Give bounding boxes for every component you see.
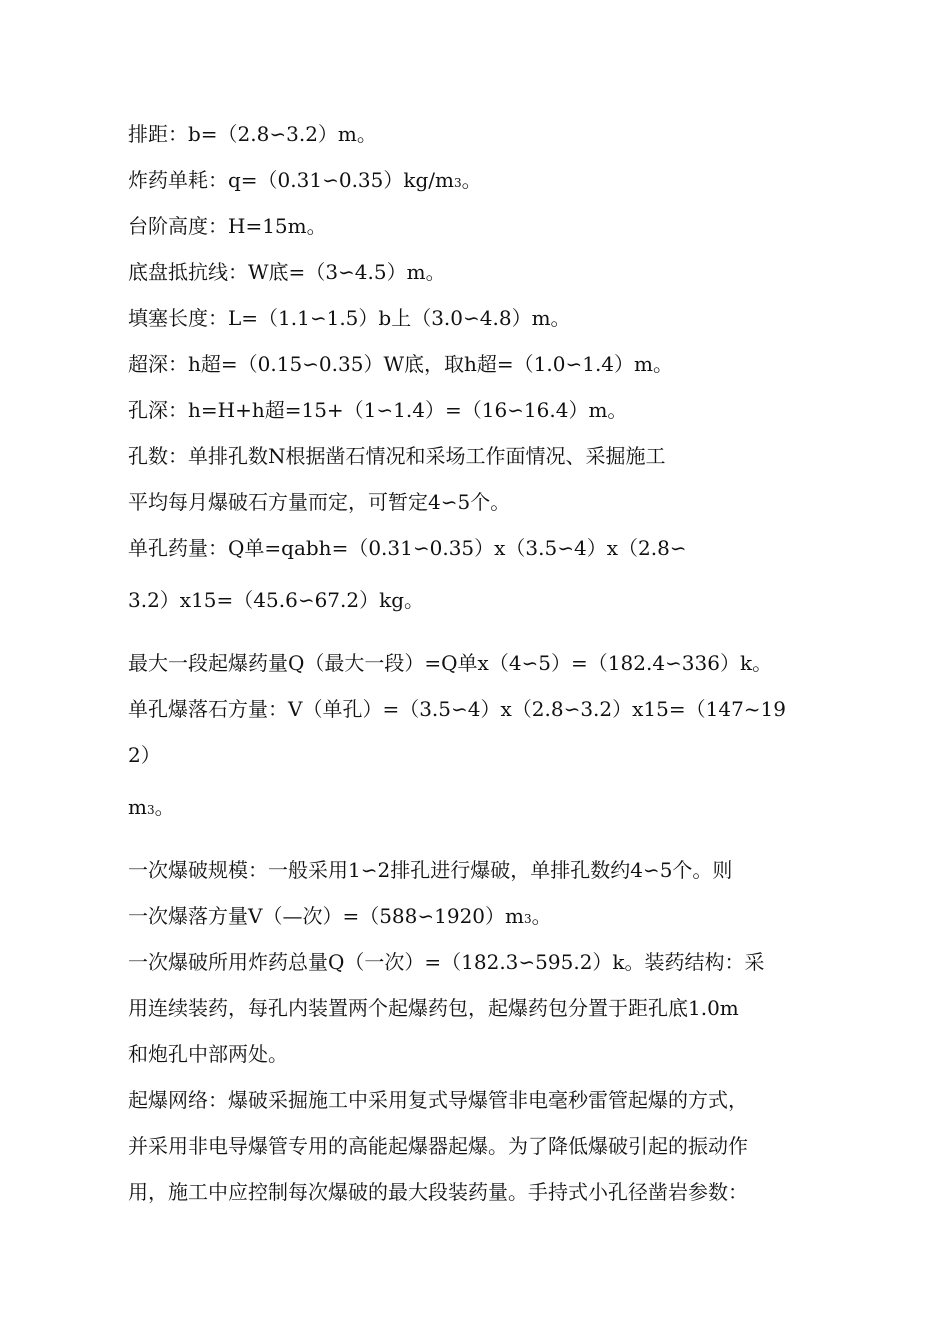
text-line: 排距：b=（2.8∽3.2）m。	[128, 122, 377, 146]
text-line: 和炮孔中部两处。	[128, 1042, 288, 1066]
text-line: 3.2）x15=（45.6∽67.2）kg。	[128, 588, 425, 612]
text-line: 孔深：h=H+h超=15+（1∽1.4）=（16∽16.4）m。	[128, 398, 628, 422]
text-line: 2）	[128, 743, 161, 767]
text-line: 孔数：单排孔数N根据凿石情况和采场工作面情况、采掘施工	[128, 444, 666, 468]
text-line: 单孔爆落石方量：V（单孔）=（3.5∽4）x（2.8∽3.2）x15=（147~19	[128, 697, 787, 721]
text-line: 最大一段起爆药量Q（最大一段）=Q单x（4∽5）=（182.4∽336）k。	[128, 651, 773, 675]
text-line: 超深：h超=（0.15∽0.35）W底，取h超=（1.0∽1.4）m。	[128, 352, 673, 376]
text-line: 并采用非电导爆管专用的高能起爆器起爆。为了降低爆破引起的振动作	[128, 1134, 748, 1158]
text-line: 用，施工中应控制每次爆破的最大段装药量。手持式小孔径凿岩参数：	[128, 1180, 748, 1204]
text-line: 台阶高度：H=15m。	[128, 214, 327, 238]
text-line: 平均每月爆破石方量而定，可暂定4∽5个。	[128, 490, 511, 514]
text-line: 炸药单耗：q=（0.31∽0.35）kg/m3。	[128, 168, 482, 192]
text-line: 用连续装药，每孔内装置两个起爆药包，起爆药包分置于距孔底1.0m	[128, 996, 739, 1020]
text-line: 一次爆落方量V（—次）=（588∽1920）m3。	[128, 904, 552, 928]
text-line: 一次爆破规模：一般采用1∽2排孔进行爆破，单排孔数约4∽5个。则	[128, 858, 733, 882]
text-line: 底盘抵抗线：W底=（3∽4.5）m。	[128, 260, 446, 284]
text-line: 一次爆破所用炸药总量Q（一次）=（182.3∽595.2）k。装药结构：采	[128, 950, 765, 974]
text-line: 填塞长度：L=（1.1∽1.5）b上（3.0∽4.8）m。	[128, 306, 571, 330]
text-line: 单孔药量：Q单=qabh=（0.31∽0.35）x（3.5∽4）x（2.8∽	[128, 536, 687, 560]
text-line: m3。	[128, 795, 175, 819]
text-line: 起爆网络：爆破采掘施工中采用复式导爆管非电毫秒雷管起爆的方式，	[128, 1088, 748, 1112]
